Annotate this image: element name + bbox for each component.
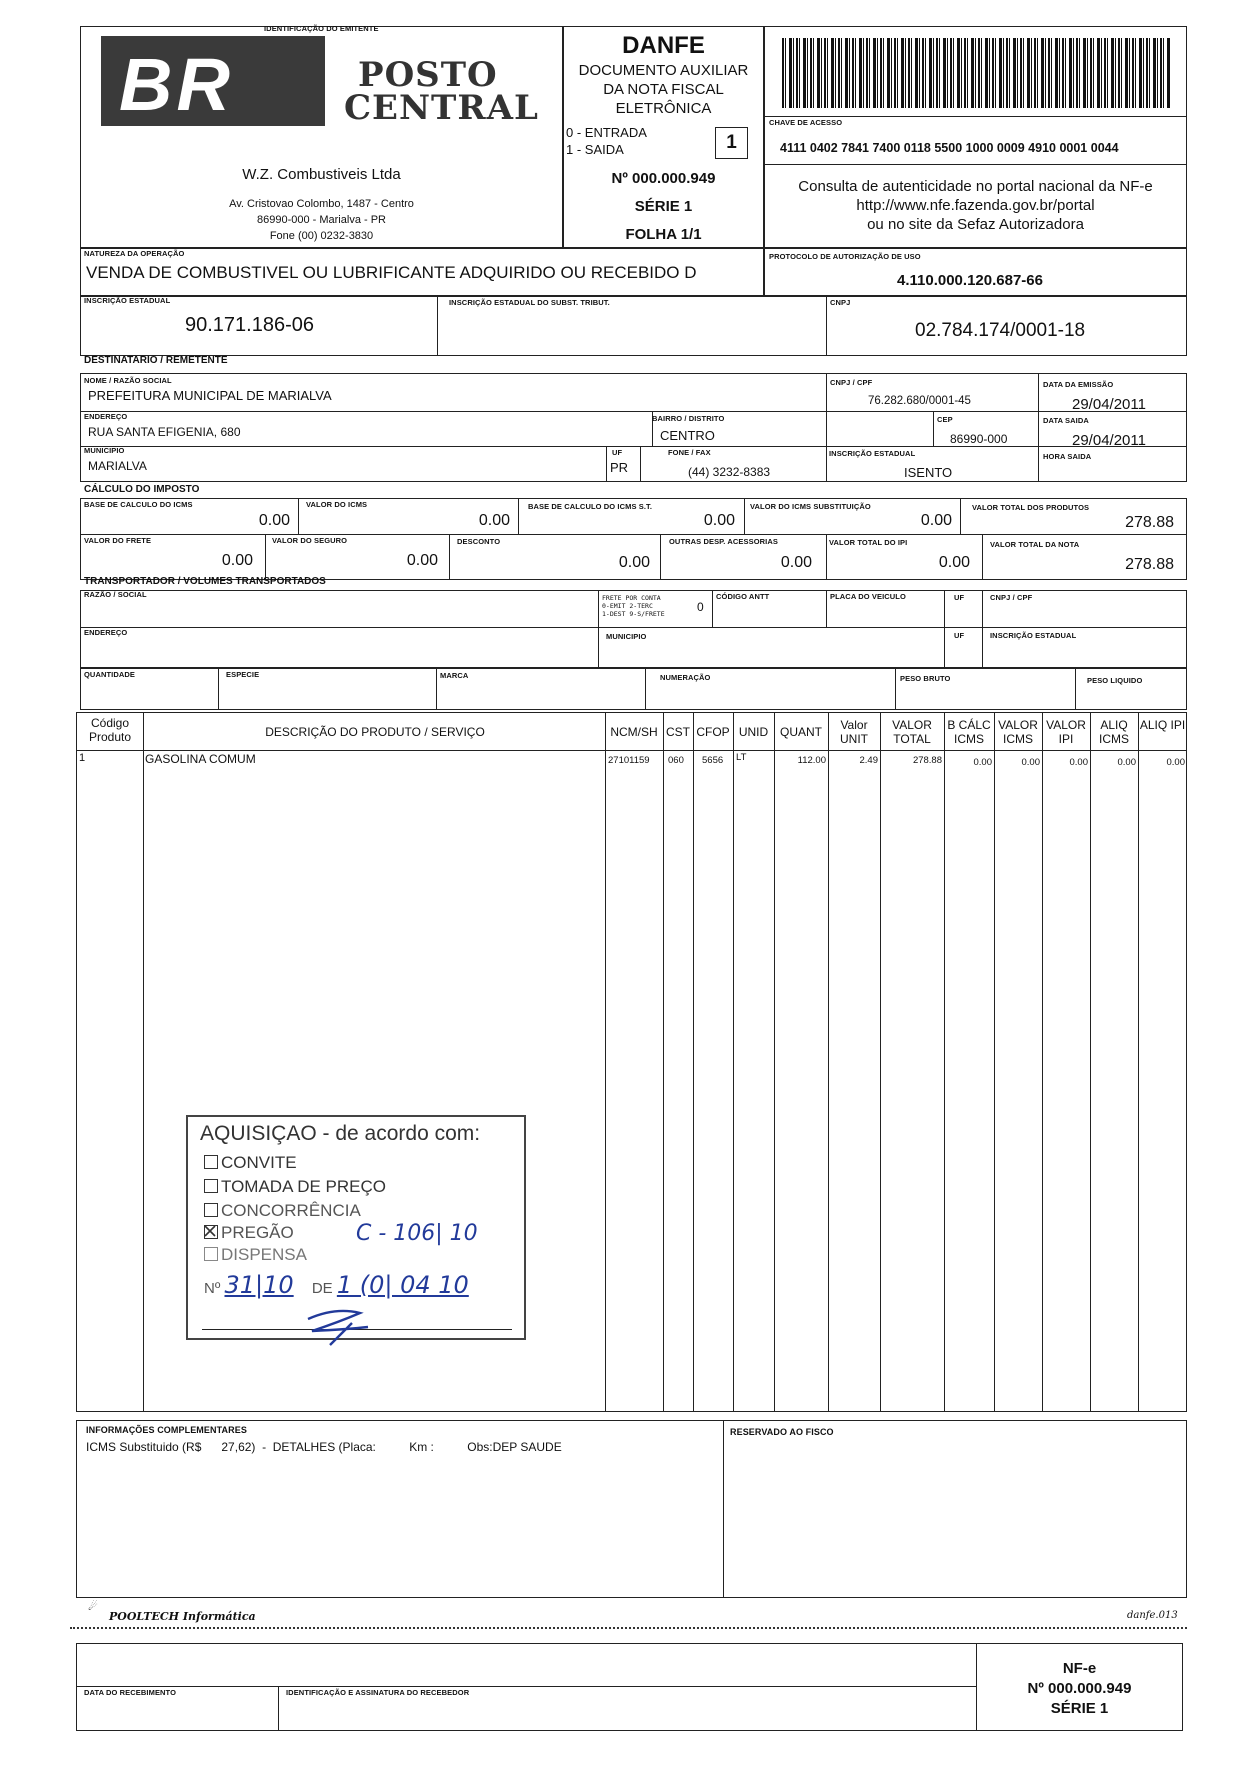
danfe-title: DANFE	[622, 32, 705, 59]
td-valor-ipi: 0.00	[1069, 757, 1088, 768]
transp-razao-label: RAZÃO / SOCIAL	[84, 590, 147, 599]
protocolo-value: 4.110.000.120.687-66	[897, 272, 1043, 289]
canhoto-serie: SÉRIE 1	[1050, 1700, 1109, 1717]
bc-icms-label: BASE DE CALCULO DO ICMS	[84, 500, 193, 509]
dest-bairro: CENTRO	[660, 428, 715, 443]
td-quant: 112.00	[797, 755, 826, 766]
dest-municipio-label: MUNICIPIO	[84, 446, 125, 455]
bc-icms-st-label: BASE DE CALCULO DO ICMS S.T.	[528, 502, 653, 511]
barcode	[782, 38, 1170, 108]
transp-row-line	[80, 627, 1187, 628]
dest-bairro-label: BAIRRO / DISTRITO	[652, 414, 725, 423]
dest-row-line-1	[80, 411, 1187, 412]
brand-line-2: CENTRAL	[344, 88, 539, 128]
canhoto-nfe: NF-e	[1062, 1660, 1097, 1677]
column-divider	[143, 712, 144, 1412]
stamp-title: AQUISIÇAO - de acordo com:	[200, 1122, 481, 1145]
imp-div-3	[744, 498, 745, 534]
dest-data-saida: 29/04/2011	[1072, 432, 1146, 449]
frete-label-line-1: FRETE POR CONTA	[602, 594, 661, 602]
th-valor-unit: Valor UNIT	[840, 718, 868, 746]
consulta-line-3: ou no site da Sefaz Autorizadora	[867, 216, 1084, 233]
transp-div-5	[982, 590, 983, 668]
dest-div-cnpj	[826, 373, 827, 446]
frete-label-line-3: 1-DEST 9-S/FRETE	[602, 610, 665, 618]
ipi-label: VALOR TOTAL DO IPI	[829, 538, 908, 547]
td-codigo: 1	[79, 752, 86, 764]
produtos-header-line	[76, 750, 1187, 751]
ie-st-label: INSCRIÇÃO ESTADUAL DO SUBST. TRIBUT.	[449, 298, 610, 307]
imp-div-4	[960, 498, 961, 534]
dest-uf: PR	[610, 460, 629, 475]
emitente-razao-social: W.Z. Combustiveis Ltda	[242, 166, 401, 183]
vol-div-2	[436, 668, 437, 710]
dest-fone: (44) 3232-8383	[688, 465, 771, 479]
transp-municipio-label: MUNICIPIO	[606, 632, 647, 641]
column-divider	[828, 712, 829, 1412]
vol-div-5	[1075, 668, 1076, 710]
transp-ie-label: INSCRIÇÃO ESTADUAL	[990, 631, 1077, 640]
valor-icms-st: 0.00	[920, 512, 952, 529]
cnpj-label: CNPJ	[830, 298, 851, 307]
dest-data-emissao: 29/04/2011	[1072, 396, 1146, 413]
transp-cnpj-label: CNPJ / CPF	[990, 593, 1033, 602]
transp-frete-label	[602, 594, 665, 618]
valor-icms: 0.00	[478, 512, 510, 529]
checkbox-icon	[204, 1155, 218, 1169]
protocolo-label: PROTOCOLO DE AUTORIZAÇÃO DE USO	[769, 252, 921, 261]
stamp-opt3-label: CONCORRÊNCIA	[221, 1201, 361, 1220]
stamp-numero-handwritten: 31|10	[224, 1271, 294, 1299]
th-codigo: Código Produto	[88, 716, 132, 744]
dest-div-data	[1038, 373, 1039, 482]
valor-icms-st-label: VALOR DO ICMS SUBSTITUIÇÃO	[750, 502, 871, 511]
td-valor-unit: 2.49	[859, 755, 878, 766]
dest-cep: 86990-000	[950, 432, 1008, 446]
peso-liquido-label: PESO LIQUIDO	[1087, 676, 1143, 685]
transp-div-3	[826, 590, 827, 627]
canhoto-line	[76, 1686, 976, 1687]
imp-div-9	[982, 534, 983, 580]
quantidade-label: QUANTIDADE	[84, 670, 135, 679]
ie-label: INSCRIÇÃO ESTADUAL	[84, 296, 171, 305]
th-quant: QUANT	[780, 725, 822, 739]
column-divider	[1138, 712, 1139, 1412]
footer-ref: danfe.013	[1127, 1610, 1178, 1621]
desconto: 0.00	[618, 554, 650, 571]
vol-div-4	[895, 668, 896, 710]
dest-municipio: MARIALVA	[88, 459, 147, 473]
stamp-opt-pregao	[204, 1223, 294, 1243]
transp-div-2	[712, 590, 713, 627]
th-aliq-icms: ALIQ ICMS	[1099, 718, 1129, 746]
transp-placa-label: PLACA DO VEICULO	[830, 592, 906, 601]
column-divider	[1042, 712, 1043, 1412]
dest-div-ie	[826, 446, 827, 482]
td-valor-total: 278.88	[912, 755, 942, 766]
dest-cep-label: CEP	[937, 415, 953, 424]
ie-value: 90.171.186-06	[185, 314, 315, 336]
th-unid: UNID	[738, 725, 769, 739]
brand-line-1: POSTO	[358, 55, 498, 95]
column-divider	[693, 712, 694, 1412]
seguro-label: VALOR DO SEGURO	[272, 536, 348, 545]
td-unid: LT	[736, 752, 747, 763]
dest-data-saida-label: DATA SAIDA	[1043, 416, 1089, 425]
imposto-row-line	[80, 534, 1187, 535]
th-ncm: NCM/SH	[610, 725, 658, 739]
column-divider	[605, 712, 606, 1412]
stamp-opt-convite	[204, 1153, 297, 1173]
br-logo	[101, 36, 325, 126]
bc-icms-st: 0.00	[703, 512, 735, 529]
stamp-numero-line	[204, 1271, 469, 1299]
frete-label-line-2: 0-EMIT 2-TERC	[602, 602, 653, 610]
info-label: INFORMAÇÕES COMPLEMENTARES	[86, 1425, 247, 1435]
column-divider	[733, 712, 734, 1412]
danfe-subtitle-3: ELETRÔNICA	[615, 100, 712, 117]
consulta-line-2: http://www.nfe.fazenda.gov.br/portal	[856, 197, 1095, 214]
total-nota: 278.88	[1125, 556, 1174, 573]
stamp-pregao-handwritten: C - 106| 10	[356, 1221, 478, 1246]
chave-divider-2	[764, 164, 1187, 165]
stamp-data-handwritten: 1 (0| 04 10	[336, 1271, 469, 1299]
td-cfop: 5656	[702, 755, 724, 766]
stamp-numero-prefix: Nº	[204, 1280, 221, 1297]
especie-label: ESPECIE	[226, 670, 260, 679]
transp-div-4	[944, 590, 945, 668]
td-valor-icms: 0.00	[1021, 757, 1040, 768]
dest-data-emissao-label: DATA DA EMISSÃO	[1043, 380, 1114, 389]
dest-endereco-label: ENDEREÇO	[84, 412, 128, 421]
danfe-entrada: 0 - ENTRADA	[566, 125, 647, 140]
column-divider	[994, 712, 995, 1412]
consulta-line-1: Consulta de autenticidade no portal nacional da NF-e	[798, 178, 1153, 195]
stamp-opt-concorrencia	[204, 1201, 361, 1221]
transp-antt-label: CÓDIGO ANTT	[716, 592, 770, 601]
ipi: 0.00	[938, 554, 970, 571]
th-descricao: DESCRIÇÃO DO PRODUTO / SERVIÇO	[265, 725, 485, 739]
dest-nome-label: NOME / RAZÃO SOCIAL	[84, 376, 172, 385]
chave-divider	[764, 116, 1187, 117]
column-divider	[944, 712, 945, 1412]
valor-icms-label: VALOR DO ICMS	[306, 500, 368, 509]
emitente-endereco: Av. Cristovao Colombo, 1487 - Centro	[229, 198, 414, 210]
column-divider	[774, 712, 775, 1412]
stamp-opt2-label: TOMADA DE PREÇO	[221, 1177, 386, 1196]
td-aliq-ipi: 0.00	[1166, 757, 1185, 768]
danfe-subtitle-2: DA NOTA FISCAL	[603, 81, 724, 98]
marca-label: MARCA	[440, 671, 469, 680]
imp-div-1	[298, 498, 299, 534]
seguro: 0.00	[406, 552, 438, 569]
dest-div-cep	[933, 411, 934, 446]
th-cst: CST	[666, 725, 690, 739]
frete-label: VALOR DO FRETE	[84, 536, 152, 545]
td-ncm: 27101159	[608, 755, 650, 766]
stamp-opt4-label: PREGÃO	[221, 1223, 294, 1242]
chave-value: 4111 0402 7841 7400 0118 5500 1000 0009 4910 0001 0044	[780, 141, 1119, 155]
imp-div-8	[826, 534, 827, 580]
column-divider	[663, 712, 664, 1412]
emitente-cep-cidade: 86990-000 - Marialva - PR	[256, 214, 386, 226]
danfe-tipo: 1	[726, 132, 737, 153]
dest-nome: PREFEITURA MUNICIPAL DE MARIALVA	[88, 388, 332, 403]
imp-div-6	[449, 534, 450, 580]
th-cfop: CFOP	[696, 725, 730, 739]
cnpj-value: 02.784.174/0001-18	[915, 320, 1086, 341]
dest-div-fone	[640, 446, 641, 482]
th-valor-total: VALOR TOTAL	[892, 718, 932, 746]
dest-endereco: RUA SANTA EFIGENIA, 680	[88, 425, 241, 439]
th-valor-icms: VALOR ICMS	[998, 718, 1038, 746]
desconto-label: DESCONTO	[457, 537, 501, 546]
danfe-folha: FOLHA 1/1	[625, 226, 702, 243]
transp-uf2-label: UF	[954, 631, 965, 640]
danfe-serie: SÉRIE 1	[634, 198, 693, 215]
danfe-tipo-box	[715, 127, 748, 159]
inscricao-divider-2	[826, 296, 827, 356]
numeracao-label: NUMERAÇÃO	[660, 673, 711, 682]
canhoto-assinatura-label: IDENTIFICAÇÃO E ASSINATURA DO RECEBEDOR	[286, 1688, 470, 1697]
td-bc-icms: 0.00	[973, 757, 992, 768]
outras-label: OUTRAS DESP. ACESSORIAS	[669, 537, 778, 546]
stamp-opt-dispensa	[204, 1245, 307, 1265]
destinatario-section-label: DESTINATARIO / REMETENTE	[84, 355, 228, 366]
transportador-section-label: TRANSPORTADOR / VOLUMES TRANSPORTADOS	[84, 576, 326, 587]
danfe-numero: Nº 000.000.949	[611, 170, 716, 187]
dest-div-uf	[606, 446, 607, 482]
dest-fone-label: FONE / FAX	[668, 448, 711, 457]
column-divider	[880, 712, 881, 1412]
imp-div-5	[265, 534, 266, 580]
natureza-label: NATUREZA DA OPERAÇÃO	[84, 249, 185, 258]
stamp-opt5-label: DISPENSA	[221, 1245, 307, 1264]
checkbox-icon	[204, 1179, 218, 1193]
column-divider	[1090, 712, 1091, 1412]
th-aliq-ipi: ALIQ IPI	[1139, 718, 1186, 732]
canhoto-data-label: DATA DO RECEBIMENTO	[84, 1688, 177, 1697]
dest-cnpj-label: CNPJ / CPF	[830, 378, 873, 387]
peso-bruto-label: PESO BRUTO	[900, 674, 951, 683]
signature-scribble	[296, 1297, 386, 1347]
imp-div-2	[518, 498, 519, 534]
tear-line	[70, 1627, 1187, 1629]
emitente-fone: Fone (00) 0232-3830	[269, 230, 374, 242]
stamp-opt1-label: CONVITE	[221, 1153, 297, 1172]
aquisicao-stamp	[186, 1115, 526, 1340]
info-text: ICMS Substituido (R$ 27,62) - DETALHES (Placa: Km : Obs:DEP SAUDE	[86, 1440, 562, 1454]
transp-uf-label: UF	[954, 593, 965, 602]
imposto-section-label: CÁLCULO DO IMPOSTO	[84, 484, 200, 495]
dest-ie: ISENTO	[904, 465, 953, 480]
dest-row-line-2	[80, 446, 1187, 447]
td-descricao: GASOLINA COMUM	[145, 752, 256, 766]
th-bc-icms: B CÁLC ICMS	[947, 718, 991, 746]
chave-label: CHAVE DE ACESSO	[769, 118, 843, 127]
vol-div-1	[218, 668, 219, 710]
dest-hora-saida-label: HORA SAIDA	[1043, 452, 1092, 461]
danfe-subtitle-1: DOCUMENTO AUXILIAR	[578, 62, 749, 79]
total-produtos-label: VALOR TOTAL DOS PRODUTOS	[972, 503, 1090, 512]
checked-checkbox-icon	[204, 1225, 218, 1239]
software-icon: ☄	[88, 1601, 98, 1613]
checkbox-icon	[204, 1203, 218, 1217]
stamp-opt-tomada	[204, 1177, 386, 1197]
fisco-label: RESERVADO AO FISCO	[730, 1427, 834, 1437]
br-logo-text: BR	[119, 43, 234, 126]
canhoto-divider-1	[278, 1686, 279, 1731]
canhoto-numero: Nº 000.000.949	[1027, 1680, 1132, 1697]
emitente-section-label: IDENTIFICAÇÃO DO EMITENTE	[264, 24, 379, 33]
inscricao-divider-1	[437, 296, 438, 356]
vol-div-3	[645, 668, 646, 710]
frete: 0.00	[221, 552, 253, 569]
outras: 0.00	[780, 554, 812, 571]
danfe-saida: 1 - SAIDA	[566, 142, 624, 157]
imp-div-7	[660, 534, 661, 580]
info-divider	[723, 1420, 724, 1598]
transp-endereco-label: ENDEREÇO	[84, 628, 128, 637]
td-cst: 060	[668, 755, 684, 766]
td-aliq-icms: 0.00	[1117, 757, 1136, 768]
natureza-value: VENDA DE COMBUSTIVEL OU LUBRIFICANTE ADQUIRIDO OU RECEBIDO D	[86, 263, 697, 282]
transp-frete-value: 0	[697, 600, 704, 614]
dest-uf-label: UF	[612, 448, 623, 457]
checkbox-icon	[204, 1247, 218, 1261]
stamp-de: DE	[311, 1280, 333, 1297]
total-produtos: 278.88	[1125, 514, 1174, 531]
bc-icms: 0.00	[258, 512, 290, 529]
software-name: POOLTECH Informática	[109, 1610, 256, 1623]
transp-div-1	[598, 590, 599, 668]
th-valor-ipi: VALOR IPI	[1046, 718, 1086, 746]
dest-cnpj: 76.282.680/0001-45	[868, 395, 971, 407]
dest-ie-label: INSCRIÇÃO ESTADUAL	[829, 449, 916, 458]
total-nota-label: VALOR TOTAL DA NOTA	[990, 540, 1080, 549]
